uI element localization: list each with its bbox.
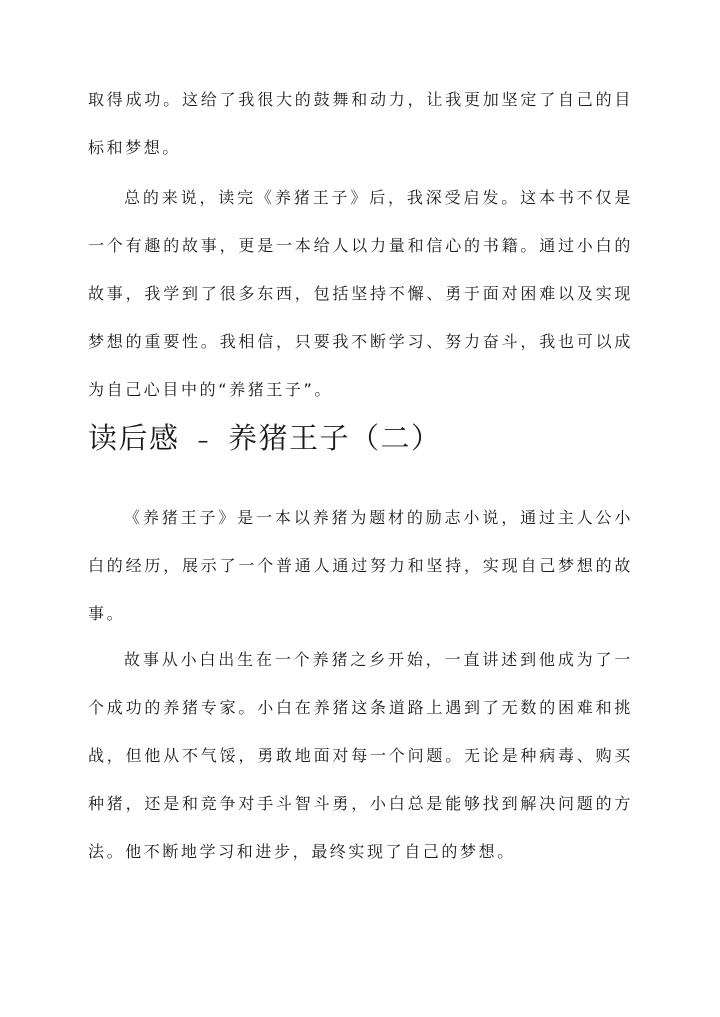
paragraph-story: 故事从小白出生在一个养猪之乡开始，一直讲述到他成为了一个成功的养猪专家。小白在养猪这条道路上遇到了无数的困难和挑战，但他从不气馁，勇敢地面对每一个问题。无论是种病毒、购买种猪，还是和竞争对手斗智斗勇，小白总是能够找到解决问题的方法。他不断地学习和进步，最终实现了自己的梦想。 — [88, 650, 633, 861]
heading-prefix: 读后感 — [88, 421, 180, 455]
heading-separator: – — [197, 429, 211, 454]
section-heading — [88, 413, 442, 467]
paragraph-intro: 《养猪王子》是一本以养猪为题材的励志小说，通过主人公小白的经历，展示了一个普通人通过努力和坚持，实现自己梦想的故事。 — [88, 508, 633, 623]
paragraph-conclusion: 总的来说，读完《养猪王子》后，我深受启发。这本书不仅是一个有趣的故事，更是一本给人以力量和信心的书籍。通过小白的故事，我学到了很多东西，包括坚持不懈、勇于面对困难以及实现梦想的重要性。我相信，只要我不断学习、努力奋斗，我也可以成为自己心目中的“养猪王子”。 — [88, 188, 633, 399]
heading-title: 养猪王子（二） — [228, 421, 442, 455]
paragraph-continued: 取得成功。这给了我很大的鼓舞和动力，让我更加坚定了自己的目标和梦想。 — [88, 90, 633, 157]
